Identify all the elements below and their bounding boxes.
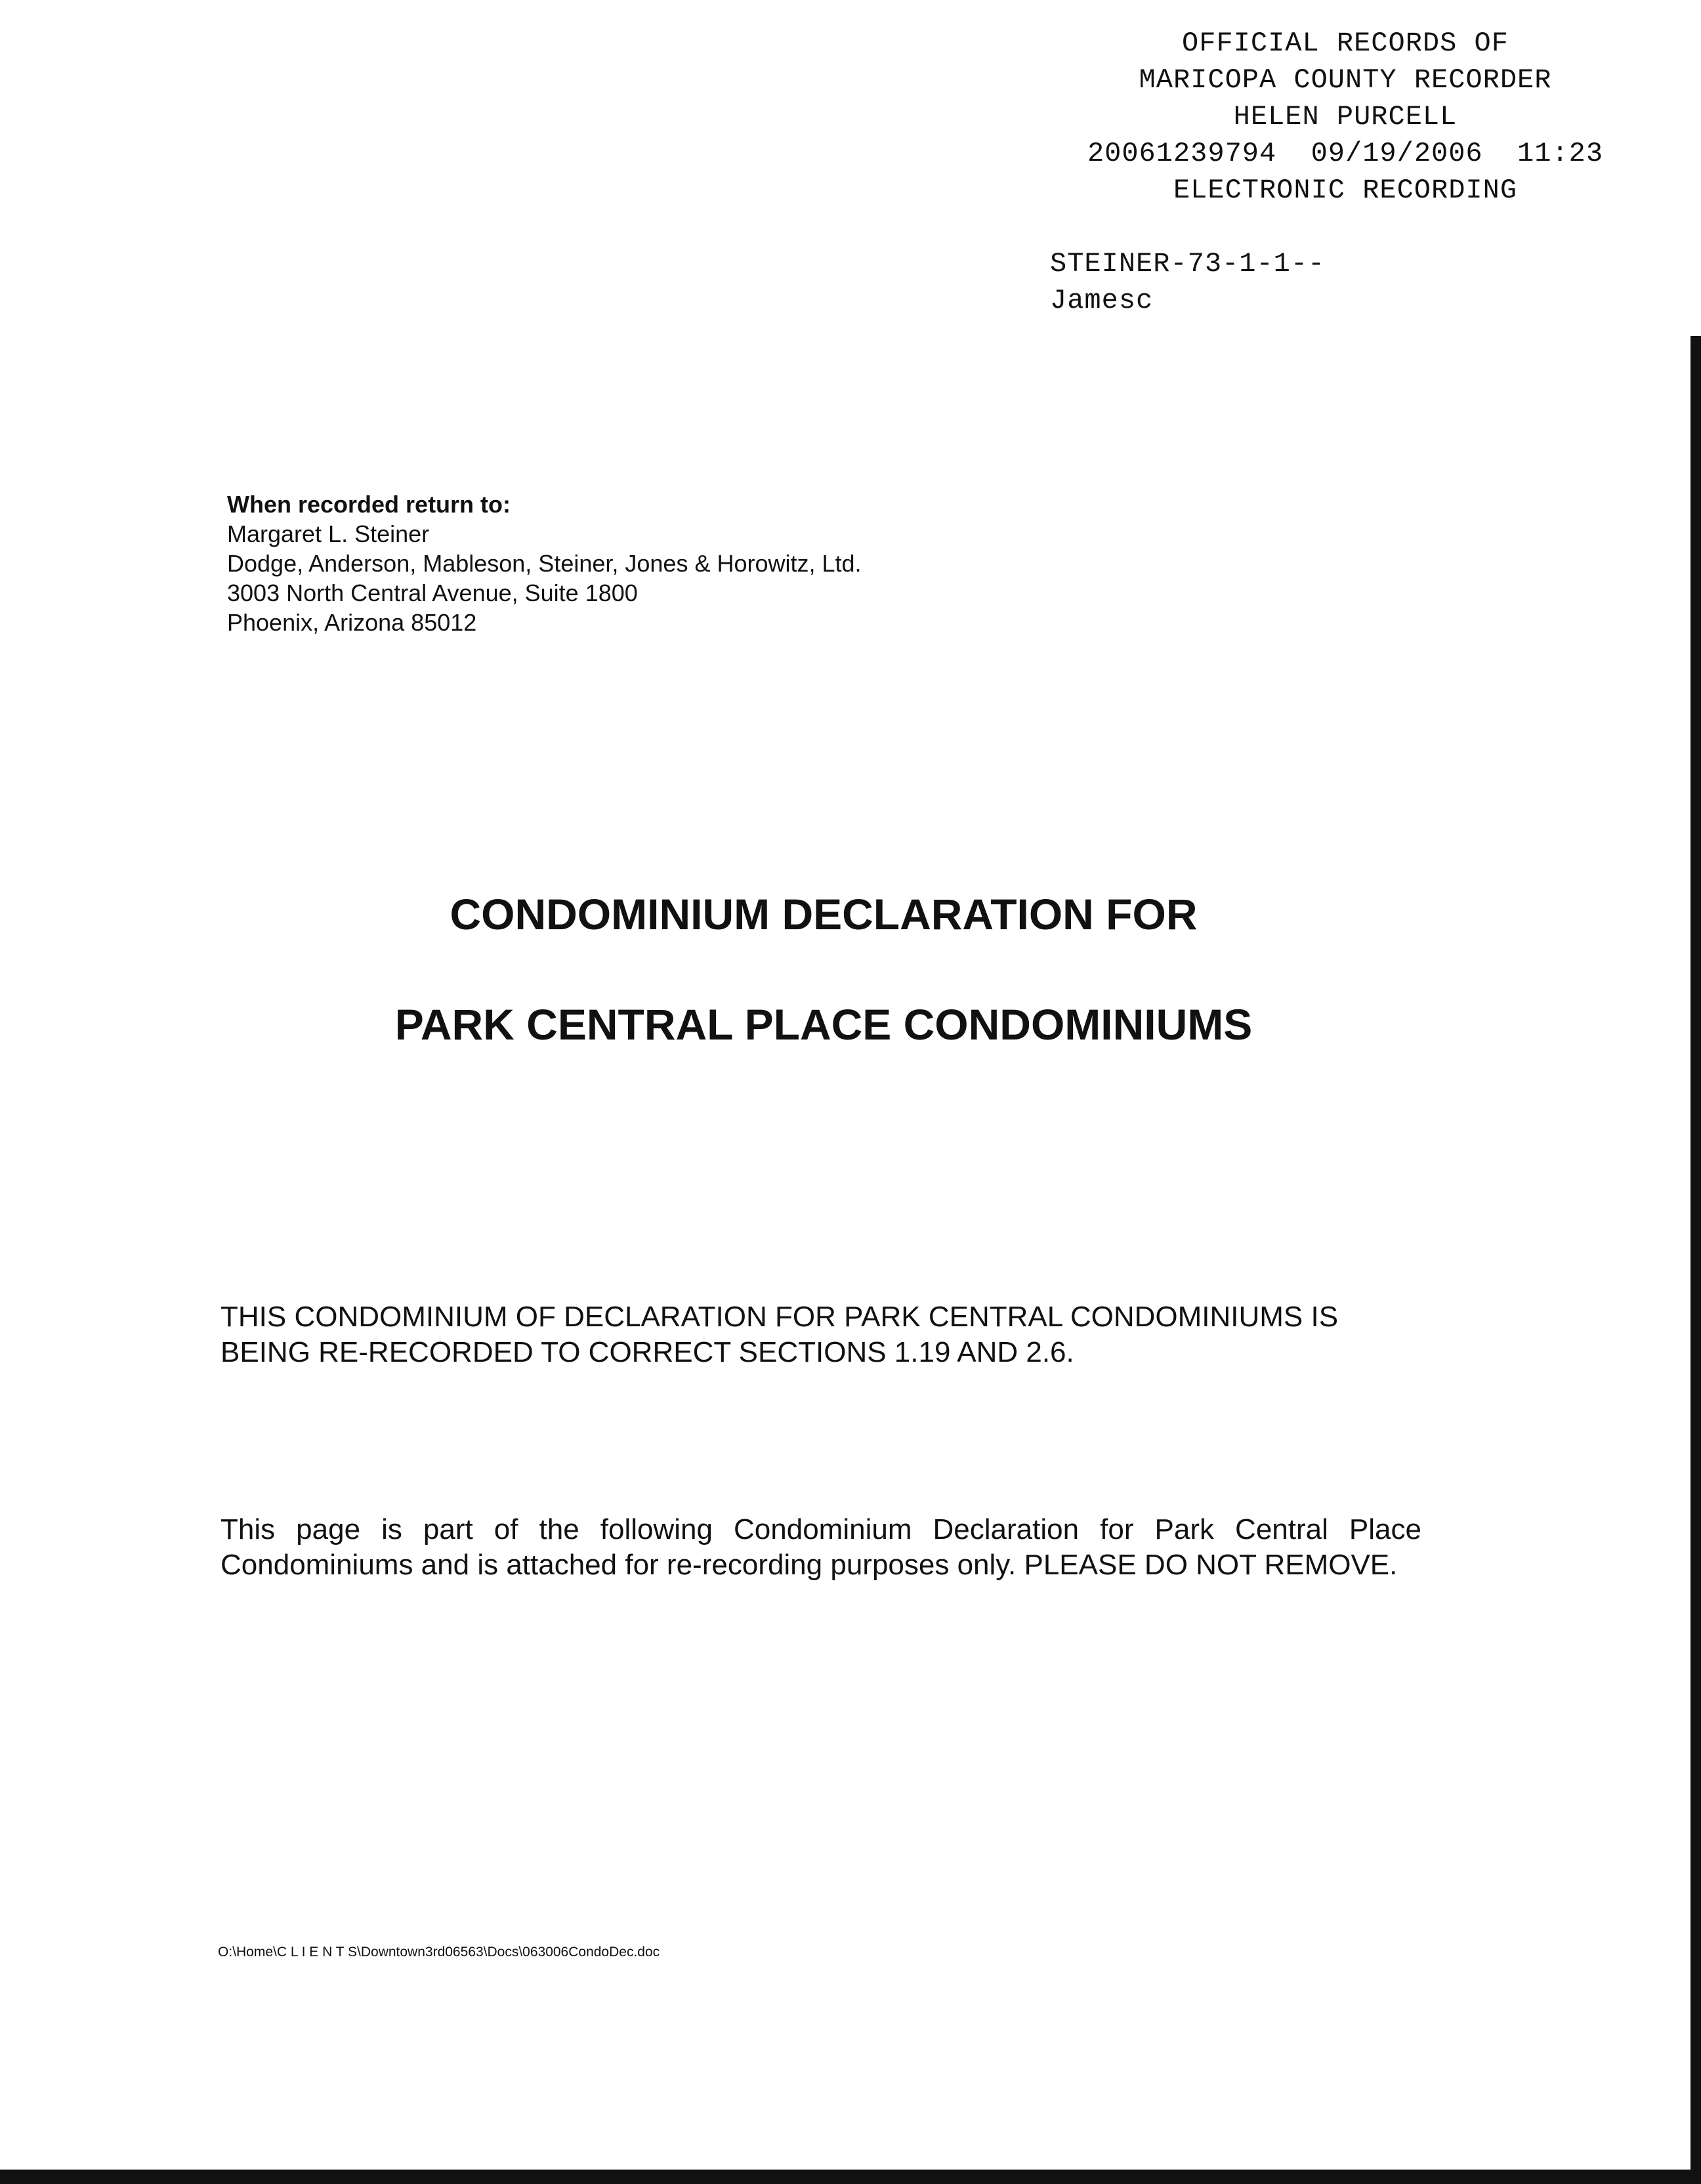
return-address-block (227, 490, 862, 637)
return-city: Phoenix, Arizona 85012 (227, 609, 477, 636)
stamp-line-county-recorder: MARICOPA COUNTY RECORDER (1139, 64, 1552, 96)
scan-edge-right (1690, 336, 1701, 2184)
stamp-line-clerk: Jamesc (1050, 285, 1154, 316)
return-name: Margaret L. Steiner (227, 520, 430, 547)
document-title-line-2: PARK CENTRAL PLACE CONDOMINIUMS (394, 1000, 1253, 1049)
recorder-stamp (1050, 25, 1641, 319)
attachment-note: This page is part of the following Condominium Declaration for Park Central Place Condominiums and is attached for re-recording purposes only. PLEASE DO NOT REMOVE. (220, 1513, 1421, 1581)
document-title-line-1: CONDOMINIUM DECLARATION FOR (450, 890, 1198, 938)
re-recording-notice: THIS CONDOMINIUM OF DECLARATION FOR PARK CENTRAL CONDOMINIUMS IS BEING RE-RECORDED TO CORRECT SECTIONS 1.19 AND 2.6. (220, 1301, 1339, 1368)
return-heading: When recorded return to: (227, 491, 511, 518)
stamp-spacer (1050, 209, 1641, 245)
scan-edge-bottom (0, 2170, 1701, 2184)
stamp-line-recorder-name: HELEN PURCELL (1233, 101, 1458, 133)
stamp-line-record-number: 20061239794 09/19/2006 11:23 (1087, 138, 1604, 169)
stamp-line-official-records: OFFICIAL RECORDS OF (1182, 28, 1509, 59)
stamp-line-recording-type: ELECTRONIC RECORDING (1173, 175, 1518, 206)
return-firm: Dodge, Anderson, Mableson, Steiner, Jones & Horowitz, Ltd. (227, 550, 862, 577)
return-street: 3003 North Central Avenue, Suite 1800 (227, 579, 638, 606)
stamp-line-reference: STEINER-73-1-1-- (1050, 248, 1326, 280)
file-path-footer: O:\Home\C L I E N T S\Downtown3rd06563\Docs\063006CondoDec.doc (218, 1944, 660, 1960)
